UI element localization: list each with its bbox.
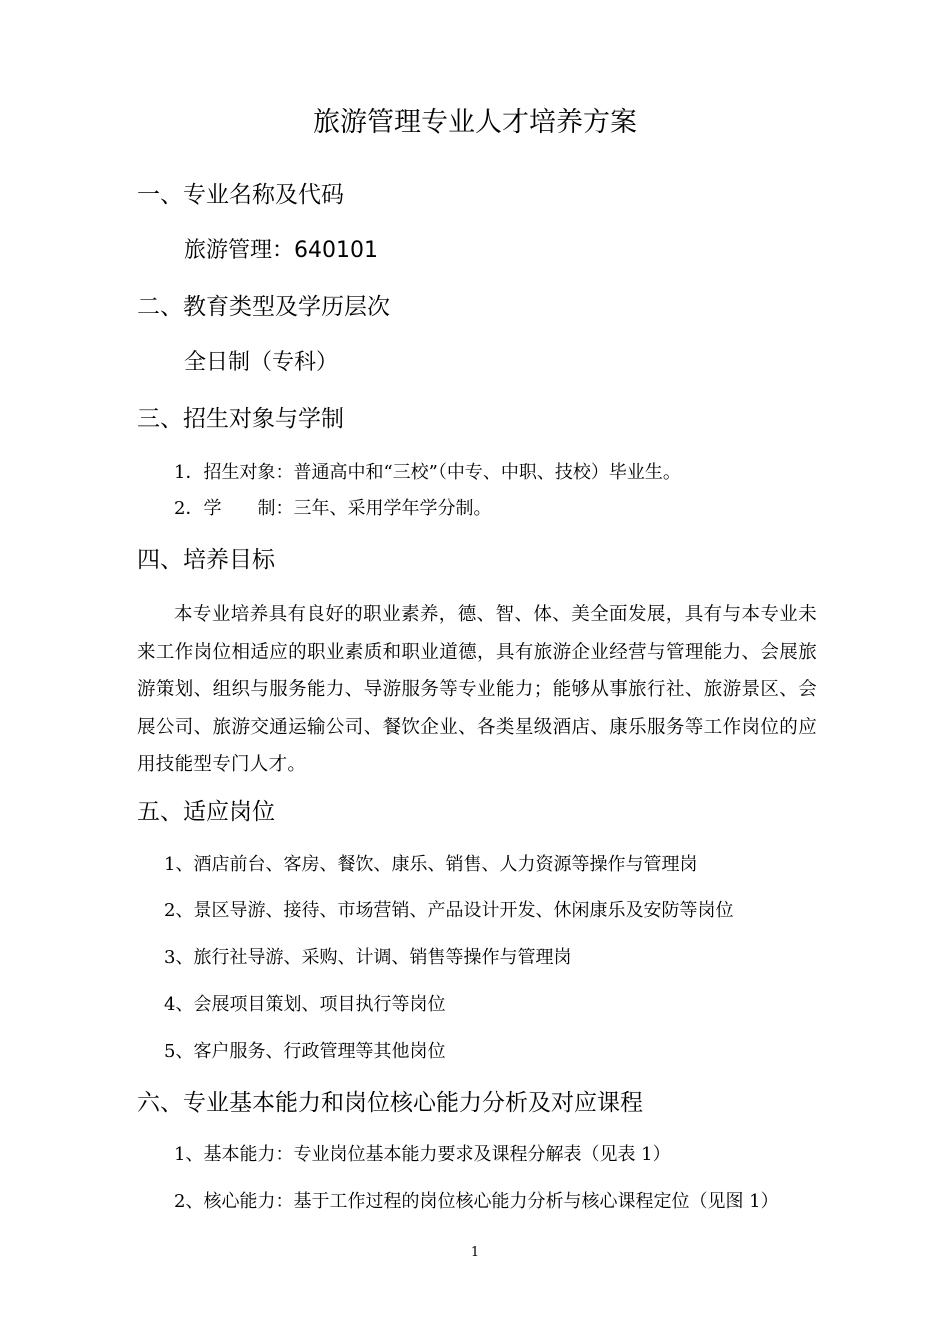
competency-list-item: 2、核心能力：基于工作过程的岗位核心能力分析与核心课程定位（见图 1） [174,1191,779,1212]
section-heading-education-type: 二、教育类型及学历层次 [137,294,390,320]
section-heading-suitable-positions: 五、适应岗位 [137,799,275,825]
section-heading-competency-analysis: 六、专业基本能力和岗位核心能力分析及对应课程 [137,1090,643,1116]
major-name-code-value: 旅游管理：640101 [184,238,378,263]
enrollment-item: 1．招生对象：普通高中和“三校”（中专、中职、技校）毕业生。 [174,462,681,483]
training-goal-paragraph: 本专业培养具有良好的职业素养，德、智、体、美全面发展，具有与本专业未来工作岗位相适应的职业素质和职业道德，具有旅游企业经营与管理能力、会展旅游策划、组织与服务能力、导游服务等专业能力；能够从事旅行社、旅游景区、会展公司、旅游交通运输公司、餐饮企业、各类星级酒店、康乐服务等工作岗位的应用技能型专门人才。 [137,604,817,775]
position-list-item: 4、会展项目策划、项目执行等岗位 [164,994,446,1015]
section-heading-major-name-code: 一、专业名称及代码 [137,182,344,208]
competency-list-item: 1、基本能力：专业岗位基本能力要求及课程分解表（见表 1） [174,1144,671,1165]
position-list-item: 5、客户服务、行政管理等其他岗位 [164,1041,446,1062]
enrollment-item: 2．学 制：三年、采用学年学分制。 [174,498,492,519]
section-heading-enrollment: 三、招生对象与学制 [137,406,344,432]
document-title: 旅游管理专业人才培养方案 [313,107,637,138]
section-heading-training-goal: 四、培养目标 [137,547,275,573]
page-number: 1 [470,1245,480,1260]
position-list-item: 2、景区导游、接待、市场营销、产品设计开发、休闲康乐及安防等岗位 [164,900,734,921]
position-list-item: 1、酒店前台、客房、餐饮、康乐、销售、人力资源等操作与管理岗 [164,854,698,875]
education-type-value: 全日制（专科） [184,350,339,375]
position-list-item: 3、旅行社导游、采购、计调、销售等操作与管理岗 [164,947,572,968]
